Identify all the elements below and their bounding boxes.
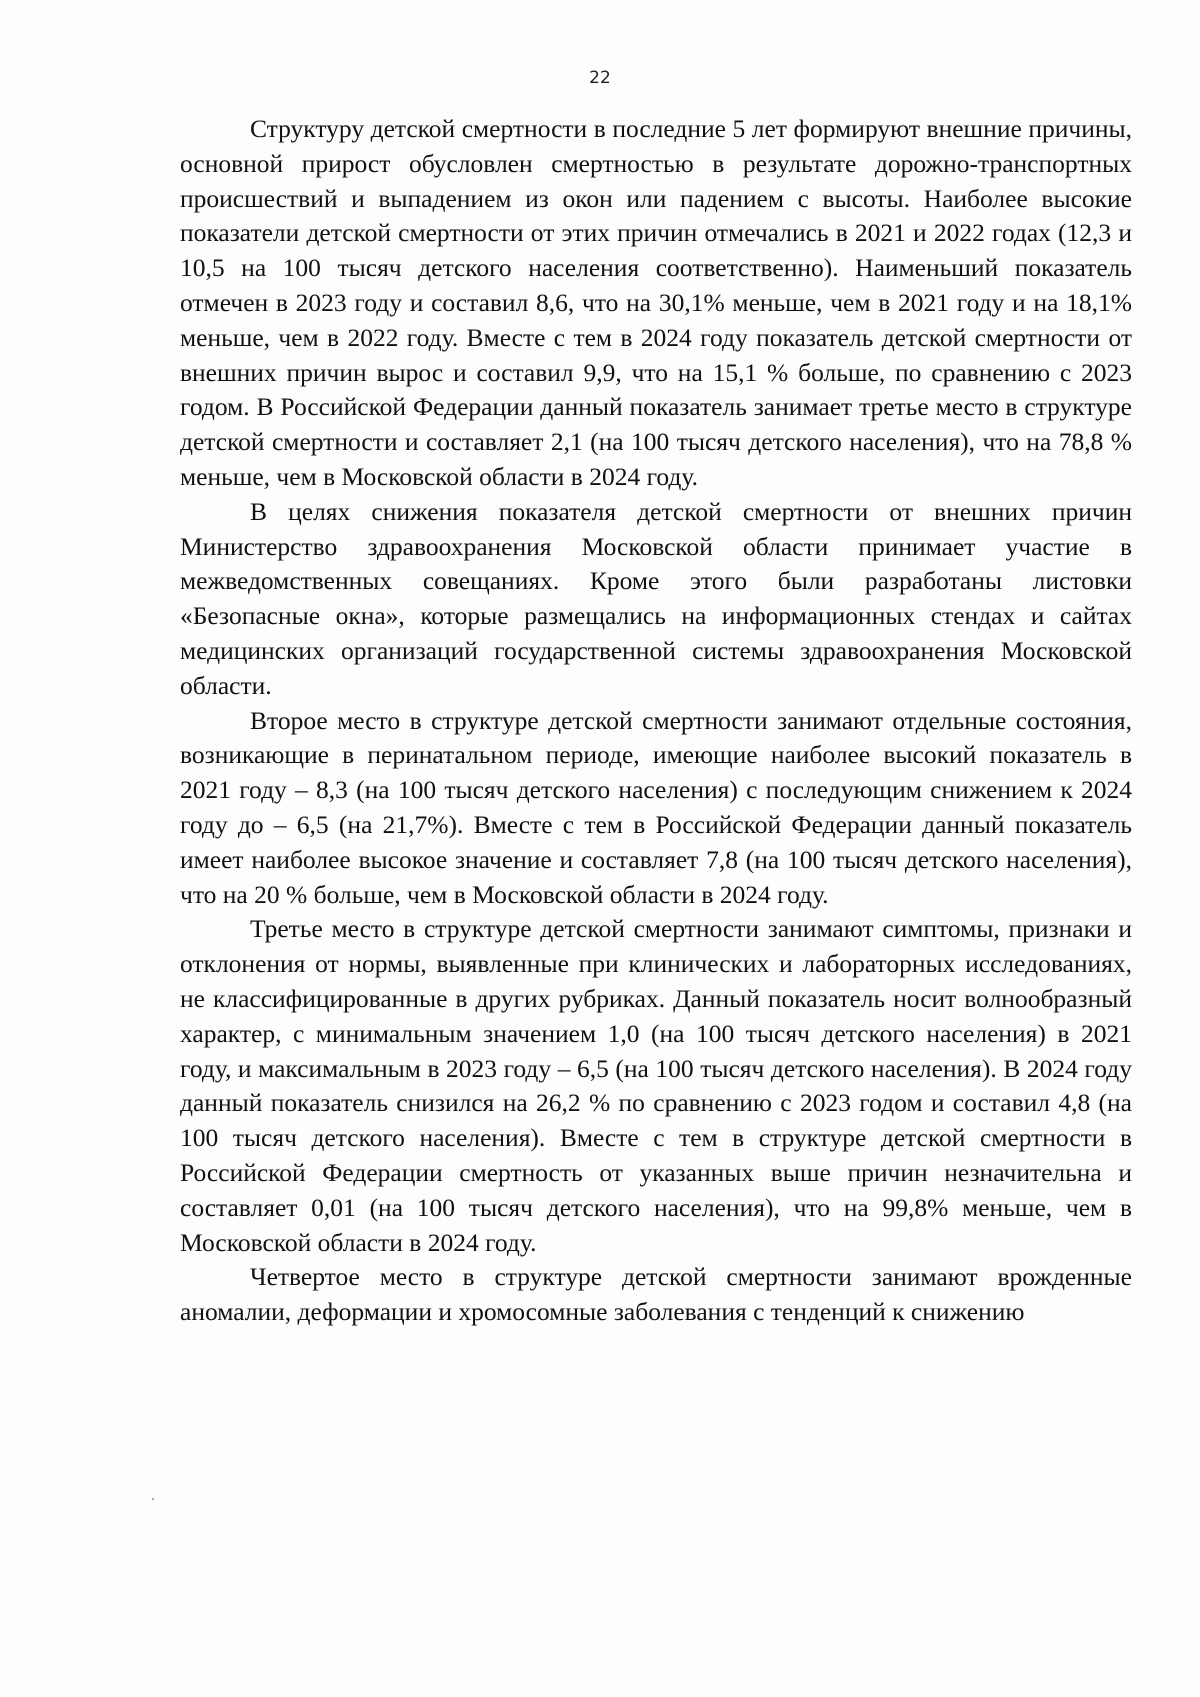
paragraph-perinatal-conditions: Второе место в структуре детской смертности занимают отдельные состояния, возникающие в перинатальном периоде, имеющие наиболее высокий показатель в 2021 году – 8,3 (на 100 тысяч детского населения) с последующим снижением к 2024 году до – 6,5 (на 21,7%). Вместе с тем в Российской Федерации данный показатель имеет наиболее высокое значение и составляет 7,8 (на 100 тысяч детского населения), что на 20 % больше, чем в Московской области в 2024 году. [180, 705, 1132, 909]
paragraph-external-causes: Структуру детской смертности в последние 5 лет формируют внешние причины, основной прирост обусловлен смертностью в результате дорожно-транспортных происшествий и выпадением из окон или падением с высоты. Наиболее высокие показатели детской смертности от этих причин отмечались в 2021 и 2022 годах (12,3 и 10,5 на 100 тысяч детского населения соответственно). Наименьший показатель отмечен в 2023 году и составил 8,6, что на 30,1% меньше, чем в 2021 году и на 18,1% меньше, чем в 2022 году. Вместе с тем в 2024 году показатель детской смертности от внешних причин вырос и составил 9,9, что на 15,1 % больше, по сравнению с 2023 годом. В Российской Федерации данный показатель занимает третье место в структуре детской смертности и составляет 2,1 (на 100 тысяч детского населения), что на 78,8 % меньше, чем в Московской области в 2024 году. [180, 114, 1132, 491]
paragraph-symptoms-signs: Третье место в структуре детской смертности занимают симптомы, признаки и отклонения от нормы, выявленные при клинических и лабораторных исследованиях, не классифицированные в других рубриках. Данный показатель носит волнообразный характер, с минимальным значением 1,0 (на 100 тысяч детского населения) в 2021 году, и максимальным в 2023 году – 6,5 (на 100 тысяч детского населения). В 2024 году данный показатель снизился на 26,2 % по сравнению с 2023 годом и составил 4,8 (на 100 тысяч детского населения). Вместе с тем в структуре детской смертности в Российской Федерации смертность от указанных выше причин незначительна и составляет 0,01 (на 100 тысяч детского населения), что на 99,8% меньше, чем в Московской области в 2024 году. [180, 914, 1132, 1257]
page-number: 22 [589, 68, 611, 88]
paragraph-congenital-anomalies: Четвертое место в структуре детской смертности занимают врожденные аномалии, деформации и хромосомные заболевания с тенденций к снижению [180, 1262, 1132, 1327]
body-text [180, 112, 1132, 1330]
scan-speck [152, 1498, 154, 1500]
paragraph-prevention-measures: В целях снижения показателя детской смертности от внешних причин Министерство здравоохранения Московской области принимает участие в межведомственных совещаниях. Кроме этого были разработаны листовки «Безопасные окна», которые размещались на информационных стендах и сайтах медицинских организаций государственной системы здравоохранения Московской области. [180, 496, 1132, 700]
